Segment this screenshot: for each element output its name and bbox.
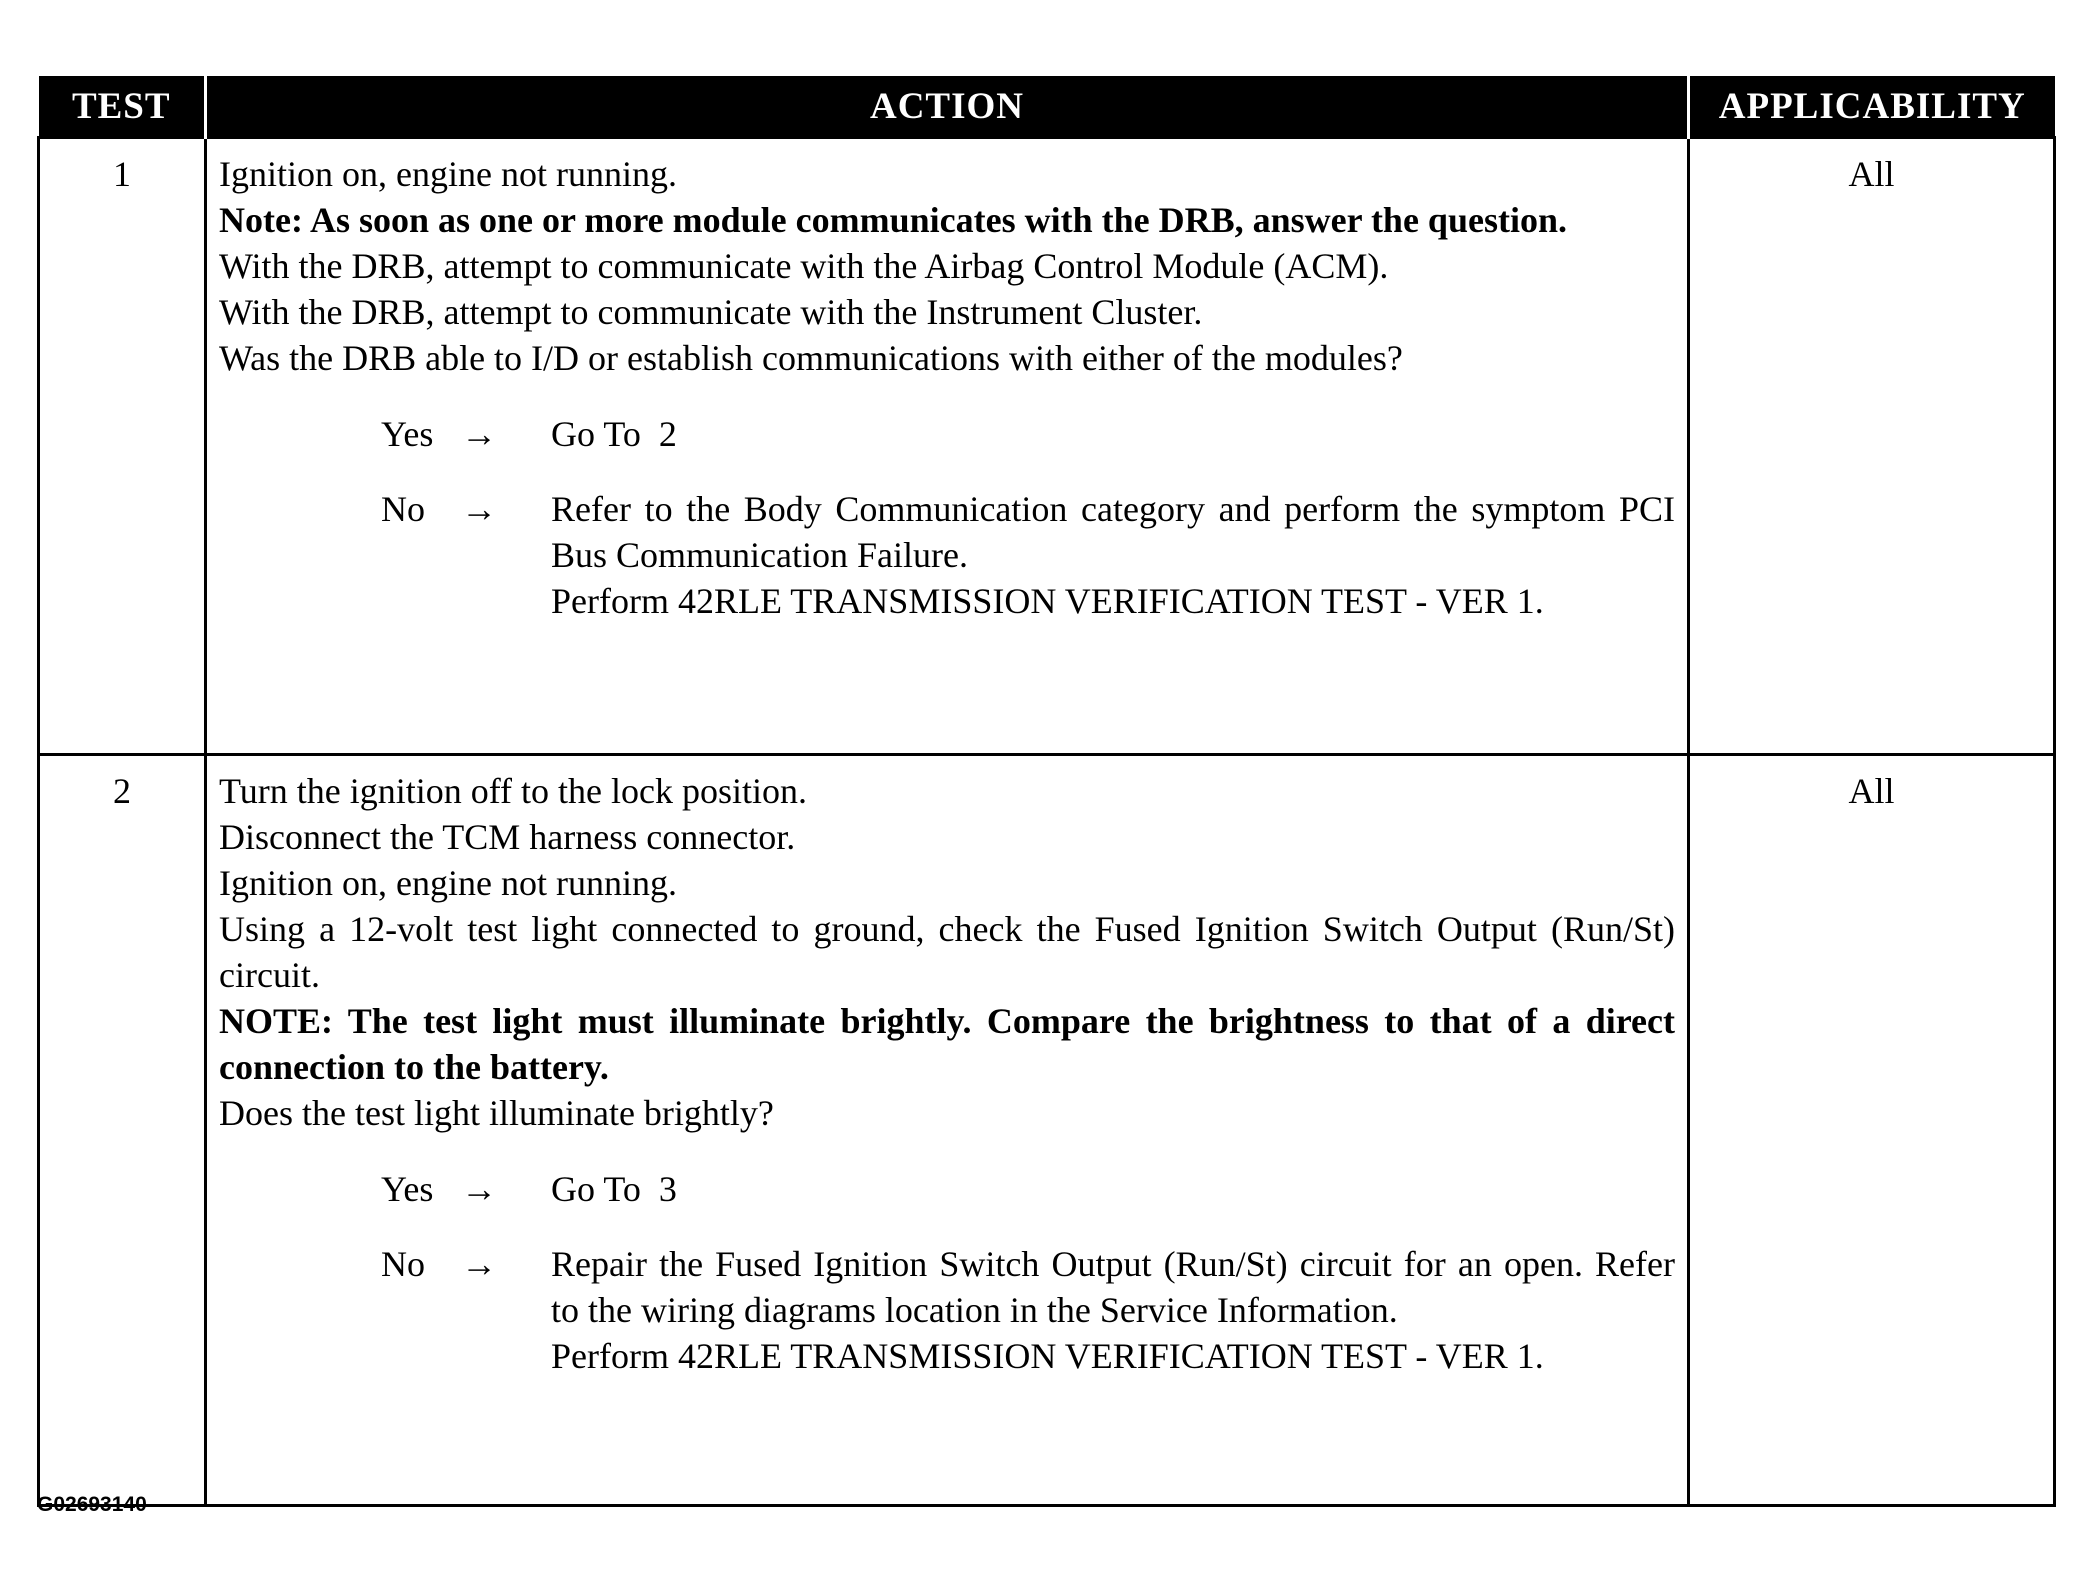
- action-step: Using a 12-volt test light connected to ground, check the Fused Ignition Switch Output (Run/St) circuit.: [219, 909, 1675, 995]
- header-action: ACTION: [206, 76, 1689, 138]
- action-note: NOTE: The test light must illuminate brightly. Compare the brightness to that of a direct connection to the battery.: [219, 1001, 1675, 1087]
- action-step: Disconnect the TCM harness connector.: [219, 817, 796, 857]
- yes-label: Yes: [381, 414, 434, 454]
- action-step: Ignition on, engine not running.: [219, 154, 677, 194]
- yes-result: Go To 3: [551, 1169, 677, 1209]
- outcome-no: [381, 486, 1675, 624]
- outcome-yes: [381, 1166, 1675, 1212]
- no-label: No: [381, 1244, 425, 1284]
- table-header-row: [39, 76, 2055, 138]
- action-question: Was the DRB able to I/D or establish communications with either of the modules?: [219, 338, 1403, 378]
- action-step: Turn the ignition off to the lock position.: [219, 771, 808, 811]
- arrow-icon: →: [461, 1244, 497, 1284]
- arrow-icon: →: [461, 414, 497, 454]
- action-cell: [206, 755, 1689, 1506]
- yes-result: Go To 2: [551, 414, 677, 454]
- header-applicability: APPLICABILITY: [1689, 76, 2055, 138]
- table-row: [39, 755, 2055, 1506]
- outcome-yes: [381, 411, 1675, 457]
- action-question: Does the test light illuminate brightly?: [219, 1093, 774, 1133]
- test-number: 1: [39, 138, 206, 755]
- action-cell: [206, 138, 1689, 755]
- test-number: 2: [39, 755, 206, 1506]
- outcome-no: [381, 1241, 1675, 1379]
- arrow-icon: →: [461, 1169, 497, 1209]
- no-result: [551, 486, 1675, 624]
- action-step: With the DRB, attempt to communicate with the Instrument Cluster.: [219, 292, 1203, 332]
- table-row: [39, 138, 2055, 755]
- no-result: [551, 1241, 1675, 1379]
- figure-id: G02693140: [37, 1493, 147, 1516]
- action-step: Ignition on, engine not running.: [219, 863, 677, 903]
- yes-label: Yes: [381, 1169, 434, 1209]
- applicability: All: [1689, 755, 2055, 1506]
- action-note: Note: As soon as one or more module communicates with the DRB, answer the question.: [219, 200, 1567, 240]
- no-result-text: Refer to the Body Communication category and perform the symptom PCI Bus Communication Failure.: [551, 489, 1675, 575]
- no-result-text: Repair the Fused Ignition Switch Output (Run/St) circuit for an open. Refer to the wiring diagrams location in the Service Information.: [551, 1244, 1675, 1330]
- arrow-icon: →: [461, 489, 497, 529]
- header-test: TEST: [39, 76, 206, 138]
- action-step: With the DRB, attempt to communicate with the Airbag Control Module (ACM).: [219, 246, 1389, 286]
- test-procedure-table: [37, 76, 2056, 1507]
- no-label: No: [381, 489, 425, 529]
- applicability: All: [1689, 138, 2055, 755]
- no-result-verification: Perform 42RLE TRANSMISSION VERIFICATION TEST - VER 1.: [551, 1336, 1544, 1376]
- no-result-verification: Perform 42RLE TRANSMISSION VERIFICATION TEST - VER 1.: [551, 581, 1544, 621]
